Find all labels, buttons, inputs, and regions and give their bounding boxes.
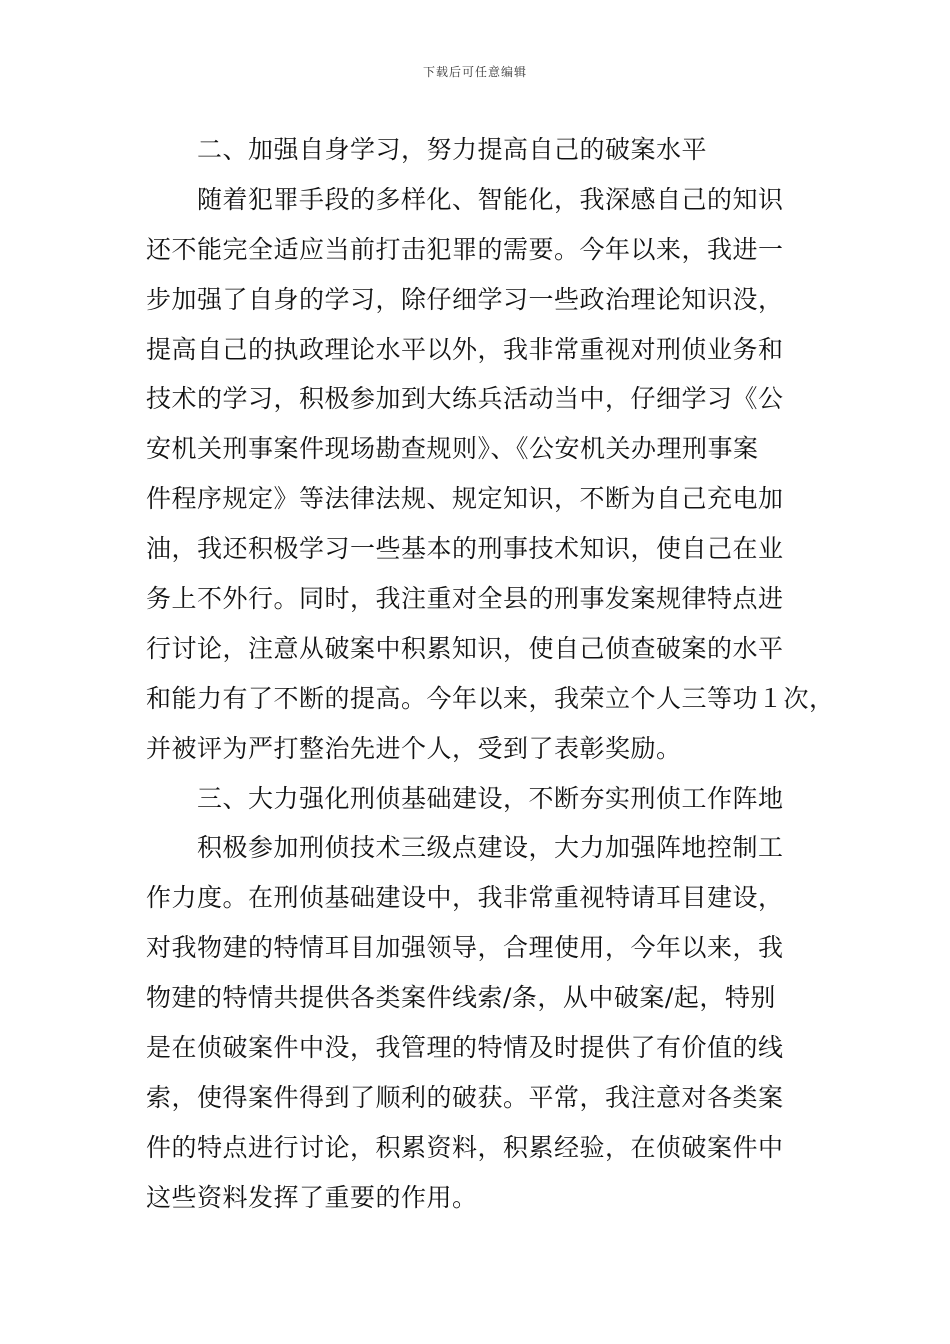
paragraph-line: 物建的特情共提供各类案件线索/条，从中破案/起，特别 bbox=[146, 983, 776, 1013]
paragraph-line: 作力度。在刑侦基础建设中，我非常重视特请耳目建设， bbox=[146, 883, 784, 913]
section-heading-3: 三、大力强化刑侦基础建设，不断夯实刑侦工作阵地 bbox=[197, 783, 784, 813]
paragraph-line: 并被评为严打整治先进个人，受到了表彰奖励。 bbox=[146, 733, 682, 763]
paragraph-line: 积极参加刑侦技术三级点建设，大力加强阵地控制工 bbox=[197, 833, 784, 863]
paragraph-line: 技术的学习，积极参加到大练兵活动当中，仔细学习《公 bbox=[146, 384, 784, 414]
paragraph-line: 件的特点进行讨论，积累资料，积累经验，在侦破案件中 bbox=[146, 1132, 784, 1162]
paragraph-line: 这些资料发挥了重要的作用。 bbox=[146, 1182, 478, 1212]
section-heading-2: 二、加强自身学习，努力提高自己的破案水平 bbox=[197, 135, 708, 164]
paragraph-line: 步加强了自身的学习，除仔细学习一些政治理论知识没， bbox=[146, 284, 784, 314]
paragraph-line: 行讨论，注意从破案中积累知识，使自己侦查破案的水平 bbox=[146, 633, 784, 663]
header-note: 下载后可任意编辑 bbox=[422, 65, 527, 79]
paragraph-line: 还不能完全适应当前打击犯罪的需要。今年以来，我进一 bbox=[146, 234, 784, 264]
body-text bbox=[146, 125, 835, 1223]
paragraph-line: 是在侦破案件中没，我管理的特情及时提供了有价值的线 bbox=[146, 1033, 784, 1063]
paragraph-line: 油，我还积极学习一些基本的刑事技术知识，使自己在业 bbox=[146, 534, 784, 564]
paragraph-line: 提高自己的执政理论水平以外，我非常重视对刑侦业务和 bbox=[146, 334, 784, 364]
paragraph-line: 务上不外行。同时，我注重对全县的刑事发案规律特点进 bbox=[146, 584, 784, 614]
paragraph-line: 随着犯罪手段的多样化、智能化，我深感自己的知识 bbox=[197, 184, 784, 214]
paragraph-line: 索，使得案件得到了顺利的破获。平常，我注意对各类案 bbox=[146, 1082, 784, 1112]
paragraph-line: 件程序规定》等法律法规、规定知识，不断为自己充电加 bbox=[146, 484, 784, 514]
paragraph-line: 安机关刑事案件现场勘查规则》、《公安机关办理刑事案 bbox=[146, 434, 759, 464]
paragraph-line: 和能力有了不断的提高。今年以来，我荣立个人三等功１次， bbox=[146, 683, 835, 713]
paragraph-line: 对我物建的特情耳目加强领导，合理使用，今年以来，我 bbox=[146, 933, 784, 963]
